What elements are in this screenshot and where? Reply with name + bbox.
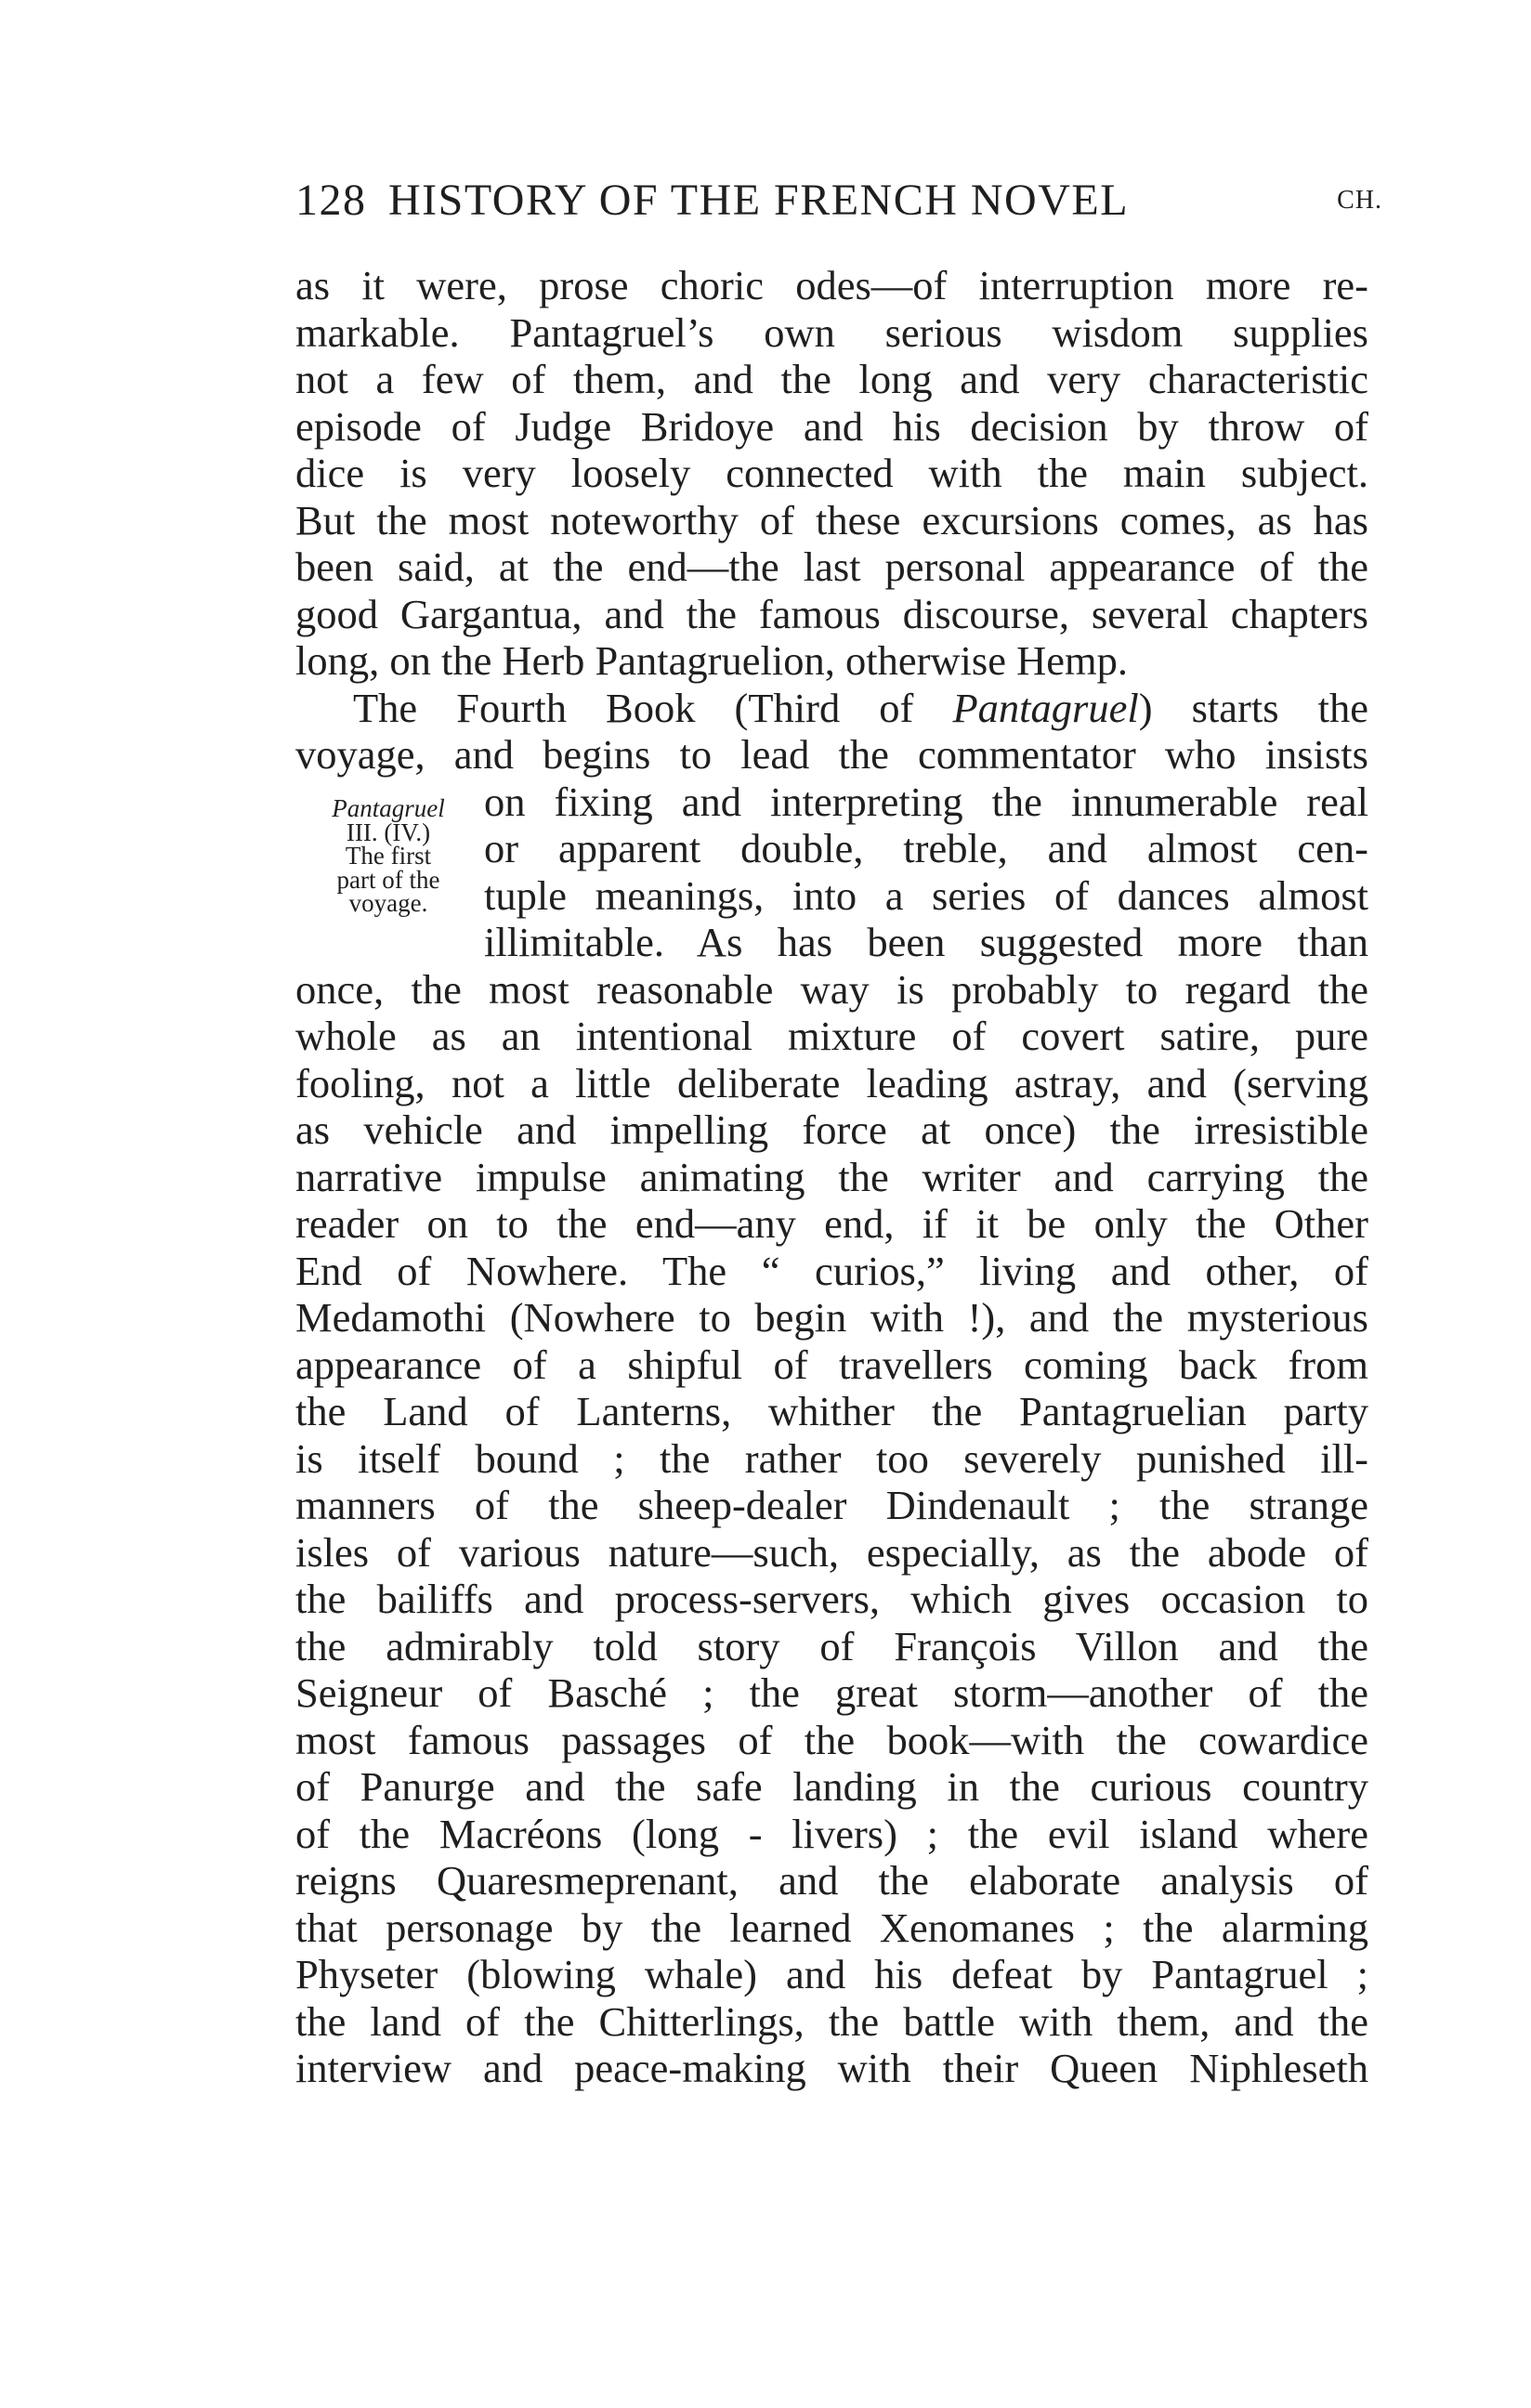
book-title-italic: Pantagruel [952, 684, 1139, 731]
text-line: is itself bound ; the rather too severely punished ill- [295, 1434, 1368, 1482]
text-line: Seigneur of Basché ; the great storm—another of the [295, 1669, 1368, 1716]
text-line: isles of various nature—such, especially, as the abode of [295, 1528, 1368, 1576]
text-line: Physeter (blowing whale) and his defeat by Pantagruel ; [295, 1951, 1368, 1997]
text-line: once, the most reasonable way is probably to regard the [295, 965, 1368, 1013]
text-line: narrative impulse animating the writer and carrying the [295, 1153, 1368, 1200]
text-line: The Fourth Book (Third of Pantagruel) starts the [353, 684, 1368, 731]
text-line: manners of the sheep-dealer Dindenault ; the strange [295, 1482, 1368, 1528]
text-line: the bailiffs and process-servers, which gives occasion to [295, 1576, 1368, 1622]
body-text [295, 262, 1368, 2092]
text-line: the Land of Lanterns, whither the Pantagruelian party [295, 1388, 1368, 1434]
marginal-note-line: part of the [336, 865, 440, 894]
text-line: most famous passages of the book—with the cowardice [295, 1716, 1368, 1763]
text-line: of Panurge and the safe landing in the curious country [295, 1763, 1368, 1810]
text-line: of the Macréons (long - livers) ; the evil island where [295, 1810, 1368, 1857]
chapter-mark: CH. [1337, 186, 1382, 215]
marginal-note-line: III. (IV.) [346, 818, 431, 846]
running-header [295, 175, 1382, 240]
marginal-note-line: voyage. [348, 889, 428, 917]
text-line: tuple meanings, into a series of dances almost [484, 871, 1368, 919]
text-line: the admirably told story of François Villon and the [295, 1622, 1368, 1669]
text-line: End of Nowhere. The “ curios,” living and other, of [295, 1247, 1368, 1294]
text-line: reader on to the end—any end, if it be only the Other [295, 1200, 1368, 1247]
marginal-note-line: Pantagruel [332, 794, 445, 822]
text-line: markable. Pantagruel’s own serious wisdom supplies [295, 308, 1368, 356]
text-line: been said, at the end—the last personal appearance of the [295, 543, 1368, 590]
text-line: dice is very loosely connected with the main subject. [295, 450, 1368, 496]
running-title: HISTORY OF THE FRENCH NOVEL [388, 176, 1130, 225]
text-line: as vehicle and impelling force at once) the irresistible [295, 1106, 1368, 1153]
text-line: whole as an intentional mixture of covert satire, pure [295, 1013, 1368, 1059]
marginal-note-line: The first [345, 842, 432, 870]
text-line: good Gargantua, and the famous discourse, several chapters [295, 590, 1368, 637]
text-line: that personage by the learned Xenomanes ; the alarming [295, 1904, 1368, 1951]
text-line: the land of the Chitterlings, the battle with them, and the [295, 1997, 1368, 2045]
text-line: episode of Judge Bridoye and his decision by throw of [295, 402, 1368, 450]
text-line: But the most noteworthy of these excursions comes, as has [295, 496, 1368, 543]
page-number: 128 [295, 176, 367, 225]
text-line: as it were, prose choric odes—of interruption more re- [295, 262, 1368, 308]
text-line: on fixing and interpreting the innumerable real [484, 778, 1368, 825]
text-line: illimitable. As has been suggested more than [484, 919, 1368, 965]
text-line: Medamothi (Nowhere to begin with !), and the mysterious [295, 1294, 1368, 1341]
text-line: appearance of a shipful of travellers coming back from [295, 1341, 1368, 1388]
text-line: fooling, not a little deliberate leading astray, and (serving [295, 1059, 1368, 1106]
text-line: voyage, and begins to lead the commentator who insists [295, 731, 1368, 778]
text-line: reigns Quaresmeprenant, and the elaborate analysis of [295, 1857, 1368, 1904]
text-line: not a few of them, and the long and very characteristic [295, 356, 1368, 402]
text-line: long, on the Herb Pantagruelion, otherwise Hemp. [295, 637, 1128, 684]
text-line: interview and peace-making with their Queen Niphleseth [295, 2045, 1368, 2091]
text-line: or apparent double, treble, and almost cen- [484, 825, 1368, 871]
